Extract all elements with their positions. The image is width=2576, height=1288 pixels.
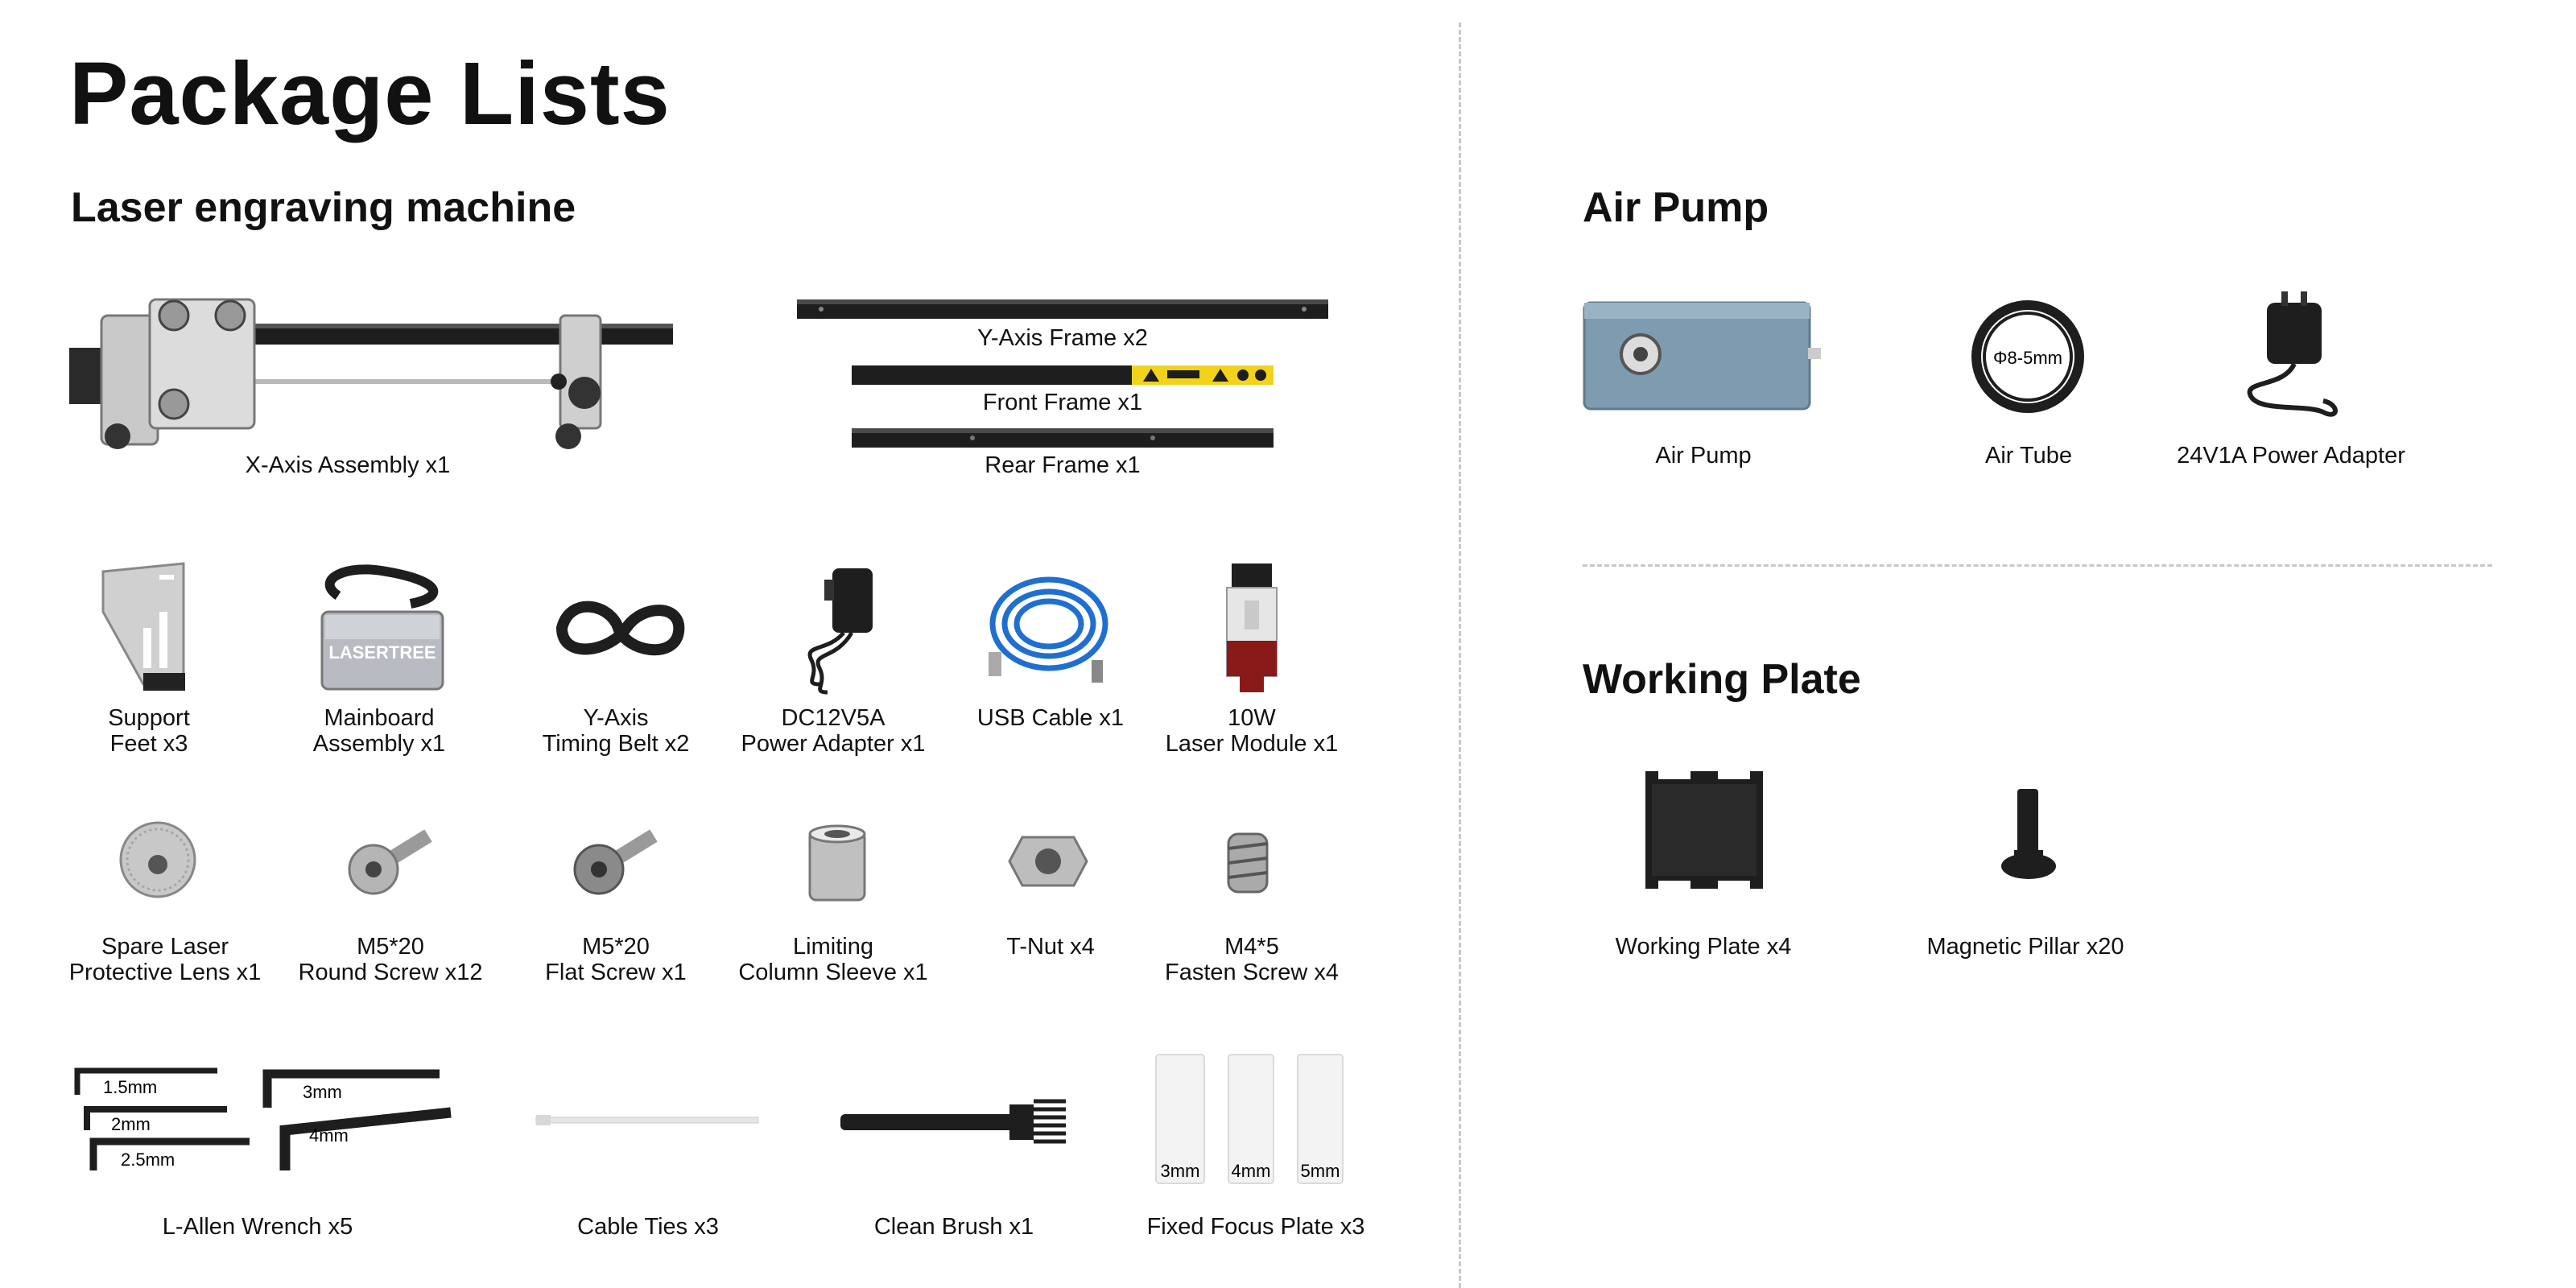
timing-belt-image [546,588,691,676]
column-sleeve-image [805,823,869,903]
air-pump-heading: Air Pump [1583,184,1769,231]
dc-power-adapter-label: DC12V5A Power Adapter x1 [741,705,926,757]
magnetic-pillar-image [1996,786,2061,882]
y-axis-frame-image [797,298,1328,322]
air-pump-image [1583,301,1824,414]
laser-section-heading: Laser engraving machine [71,184,576,231]
usb-cable-image [980,572,1117,692]
focus-plate-size-3mm: 3mm [1160,1161,1200,1181]
fasten-screw-label: M4*5 Fasten Screw x4 [1165,934,1339,985]
clean-brush-label: Clean Brush x1 [873,1214,1034,1240]
wrench-size-4mm: 4mm [309,1125,349,1146]
x-axis-assembly-image [69,291,617,460]
air-pump-label: Air Pump [1655,443,1752,469]
fasten-screw-image [1224,829,1272,897]
dc-power-adapter-image [787,564,892,696]
working-plate-image [1642,768,1766,892]
focus-plate-label: Fixed Focus Plate x3 [1146,1214,1365,1240]
round-screw-label: M5*20 Round Screw x12 [298,934,483,985]
focus-plate-size-5mm: 5mm [1300,1161,1340,1181]
air-tube-size: Φ8-5mm [1992,348,2063,368]
wrench-size-2-5mm: 2.5mm [121,1150,175,1170]
rear-frame-image [852,427,1274,451]
flat-screw-label: M5*20 Flat Screw x1 [545,934,687,985]
support-feet-image [95,564,192,696]
allen-wrench-image [69,1061,456,1174]
magnetic-pillar-label: Magnetic Pillar x20 [1926,934,2124,960]
column-sleeve-label: Limiting Column Sleeve x1 [738,934,928,985]
focus-plate-size-4mm: 4mm [1231,1161,1271,1181]
timing-belt-label: Y-Axis Timing Belt x2 [542,705,690,757]
air-tube-label: Air Tube [1985,443,2072,469]
usb-cable-label: USB Cable x1 [976,705,1125,731]
air-tube-image [1967,296,2088,417]
vertical-divider [1459,23,1461,1288]
wrench-size-3mm: 3mm [303,1082,342,1102]
cable-ties-label: Cable Ties x3 [577,1214,719,1240]
x-axis-assembly-label: X-Axis Assembly x1 [245,452,451,478]
mainboard-assembly-image [314,564,451,696]
front-frame-label: Front Frame x1 [982,390,1143,415]
rear-frame-label: Rear Frame x1 [985,452,1141,478]
allen-wrench-label: L-Allen Wrench x5 [162,1214,353,1240]
laser-module-image [1224,564,1280,696]
round-screw-image [346,826,435,898]
flat-screw-image [572,826,660,898]
front-frame-image [852,364,1274,388]
wrench-size-1-5mm: 1.5mm [103,1077,158,1097]
pump-power-adapter-label: 24V1A Power Adapter [2177,443,2405,469]
y-axis-frame-label: Y-Axis Frame x2 [977,325,1148,351]
laser-module-label: 10W Laser Module x1 [1165,705,1339,757]
wrench-size-2mm: 2mm [111,1114,151,1134]
clean-brush-image [840,1095,1069,1146]
t-nut-label: T-Nut x4 [1006,934,1095,960]
cable-ties-image [536,1114,758,1127]
working-plate-heading: Working Plate [1583,656,1861,703]
mainboard-assembly-label: Mainboard Assembly x1 [312,705,446,757]
spare-lens-image [118,819,198,900]
working-plate-label: Working Plate x4 [1615,934,1792,960]
page-title: Package Lists [69,44,671,143]
mainboard-brand-text: LASERTREE [328,642,436,663]
spare-lens-label: Spare Laser Protective Lens x1 [68,934,262,985]
support-feet-label: Support Feet x3 [108,705,190,757]
horizontal-divider [1583,564,2492,567]
t-nut-image [1006,829,1090,894]
focus-plate-image [1153,1051,1352,1187]
pump-power-adapter-image [2235,291,2347,420]
